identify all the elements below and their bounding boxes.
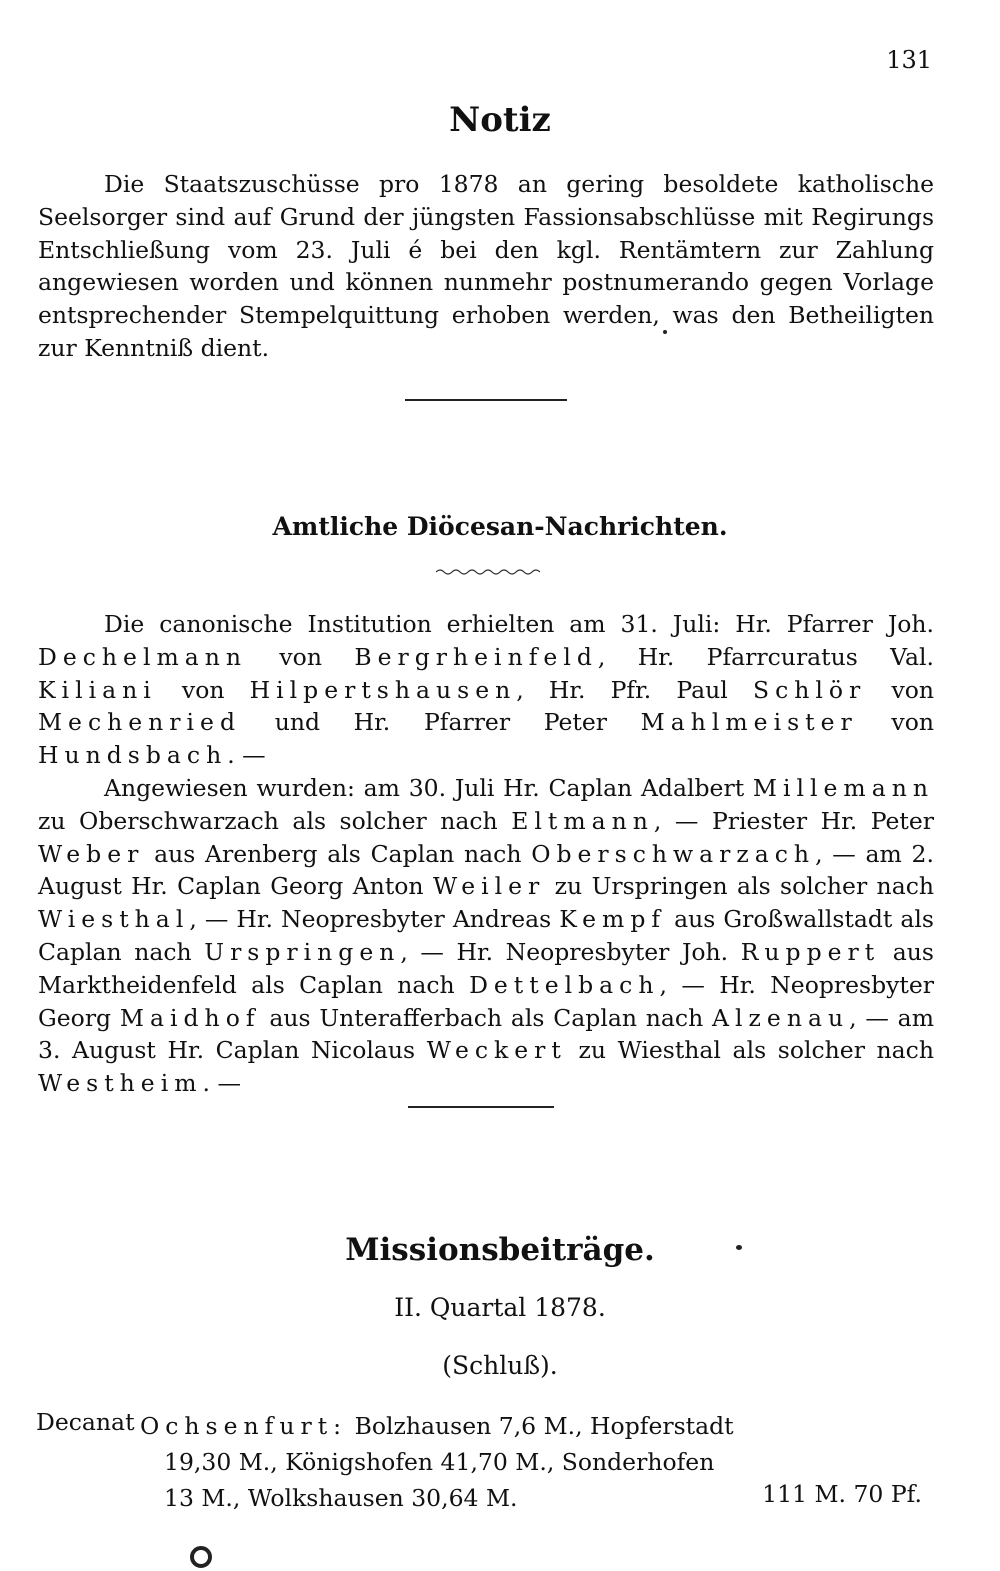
decanat-total: 111 M. 70 Pf.: [762, 1480, 922, 1508]
notiz-title: Notiz: [449, 100, 551, 140]
mission-title: Missionsbeiträge.: [345, 1232, 655, 1268]
place-name: Eltmann: [511, 806, 654, 835]
section-divider: [405, 399, 567, 401]
schluss-note: (Schluß).: [442, 1351, 558, 1380]
person-name: Ruppert: [740, 937, 881, 966]
notiz-paragraph: Die Staatszuschüsse pro 1878 an gering besoldete katholische Seelsorger sind auf Grund der jüngsten Fassionsabschlüsse mit Regirungs Entschließung vom 23. Juli é bei den kgl. Rentämtern zur Zahlung angewiesen worden und können nunmehr postnumerando gegen Vorlage entsprechender Stempelquittung erhoben werden, was den Betheiligten zur Kenntniß dient.: [38, 170, 934, 362]
text-run: , — Hr. Neopresbyter Joh.: [400, 937, 729, 966]
decanat-line: 19,30 M., Königshofen 41,70 M., Sonderhofen: [164, 1448, 715, 1476]
text-run: zu Oberschwarzach als solcher nach: [38, 806, 498, 835]
text-run: , — Priester Hr. Peter: [653, 806, 934, 835]
text-run: zu Wiesthal als solcher nach: [578, 1036, 934, 1065]
person-name: Kiliani: [38, 675, 157, 704]
decanat-line: 13 M., Wolkshausen 30,64 M.: [164, 1484, 518, 1512]
ink-speck: [736, 1245, 742, 1250]
person-name: Kempf: [559, 905, 667, 934]
decanat-label: Decanat: [36, 1408, 135, 1436]
person-name: Weber: [38, 839, 145, 868]
text-run: von: [891, 708, 934, 737]
text-run: aus Arenberg als Caplan nach: [154, 839, 522, 868]
dioecesan-news: [38, 608, 934, 1100]
text-run: , Hr. Pfarrcuratus Val.: [597, 642, 934, 671]
ink-speck: [663, 330, 667, 334]
person-name: Dechelmann: [38, 642, 248, 671]
dioecesan-title: Amtliche Diöcesan-Nachrichten.: [272, 512, 728, 541]
place-name: Oberschwarzach: [531, 839, 816, 868]
text-run: von: [279, 642, 322, 671]
text-run: . —: [202, 1069, 241, 1098]
wavy-divider: [436, 567, 540, 577]
text-run: aus Großwallstadt als Caplan nach: [38, 905, 934, 966]
institution-paragraph: [38, 608, 934, 772]
text-run: . —: [227, 741, 266, 770]
place-name: Bergrheinfeld: [354, 642, 598, 671]
place-name: Wiesthal: [38, 905, 190, 934]
ink-speck: [190, 1546, 212, 1568]
place-name: Urspringen: [204, 937, 401, 966]
text-run: , — Hr. Neopresbyter Andreas: [189, 905, 552, 934]
text-run: , — Hr. Neopresbyter Georg: [38, 970, 934, 1032]
decanat-entry: [140, 1408, 740, 1516]
person-name: Mahlmeister: [640, 708, 858, 737]
person-name: Millemann: [752, 773, 934, 802]
section-divider: [408, 1106, 554, 1108]
person-name: Maidhof: [119, 1003, 261, 1032]
place-name: Alzenau: [712, 1003, 850, 1032]
person-name: Schlör: [752, 675, 867, 704]
contribution-text: Bolzhausen 7,6 M., Hopferstadt: [354, 1412, 734, 1440]
place-name: Dettelbach: [469, 970, 660, 999]
decanat-line: [140, 1408, 740, 1444]
place-name: Hilpertshausen: [249, 675, 517, 704]
text-run: Angewiesen wurden: am 30. Juli Hr. Caplan Adalbert: [104, 773, 745, 802]
person-name: Weiler: [432, 872, 546, 901]
text-run: und Hr. Pfarrer Peter: [274, 708, 607, 737]
text-run: von: [181, 675, 225, 704]
decanat-name: Ochsenfurt:: [140, 1412, 348, 1440]
person-name: Weckert: [426, 1036, 567, 1065]
place-name: Mechenried: [38, 708, 242, 737]
place-name: Hundsbach: [38, 741, 228, 770]
text-run: aus Unterafferbach als Caplan nach: [269, 1003, 704, 1032]
text-run: , Hr. Pfr. Paul: [516, 675, 728, 704]
assignment-paragraph: [38, 772, 934, 1100]
text-run: von: [891, 675, 934, 704]
text-run: , — am 3. August Hr. Caplan Nicolaus: [38, 1003, 934, 1065]
place-name: Westheim: [38, 1069, 203, 1098]
text-run: Die canonische Institution erhielten am 31. Juli: Hr. Pfarrer Joh.: [104, 610, 934, 638]
text-run: zu Urspringen als solcher nach: [554, 872, 935, 901]
text-run: , — am 2. August Hr. Caplan Georg Anton: [38, 839, 934, 901]
quartal-subtitle: II. Quartal 1878.: [394, 1293, 606, 1322]
page-number: 131: [886, 46, 932, 74]
text-run: aus Marktheidenfeld als Caplan nach: [38, 937, 934, 999]
